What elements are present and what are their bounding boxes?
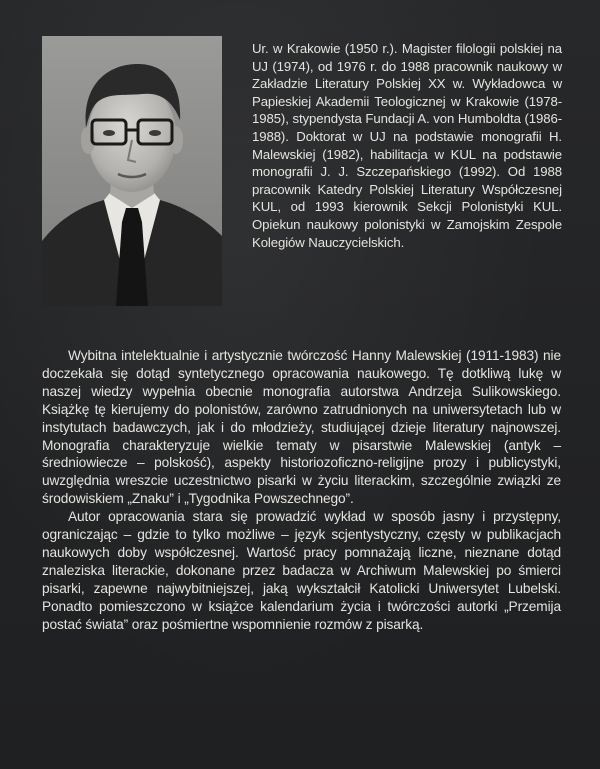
author-bio: Ur. w Krakowie (1950 r.). Magister filologii polskiej na UJ (1974), od 1976 r. do 1988 pracownik naukowy w Zakładzie Literatury Polskiej XX w. Wykładowca w Papieskiej Akademii Teologicznej w Krakowie (1978-1985), stypendysta Fundacji A. von Humboldta (1986-1988). Doktorat w UJ na podstawie monografii H. Malewskiej (1982), habilitacja w KUL na podstawie monografii J. J. Szczepańskiego (1992). Od 1988 pracownik Katedry Polskiej Literatury Współczesnej KUL, od 1993 kierownik Sekcji Polonistyki KUL. Opiekun naukowy polonistyki w Zamojskim Zespole Kolegiów Nauczycielskich. — [252, 41, 562, 250]
book-description — [42, 347, 561, 634]
author-portrait — [42, 36, 222, 306]
description-paragraph: Wybitna intelektualnie i artystycznie twórczość Hanny Malewskiej (1911-1983) nie doczekała się dotąd syntetycznego opracowania naukowego. Tę dotkliwą lukę w naszej wiedzy wypełnia obecnie monografia autorstwa Andrzeja Sulikowskiego. Książkę tę kierujemy do polonistów, zarówno zatrudnionych na uniwersytetach lub w instytutach badawczych, jak i do młodzieży, studiującej dzieje literatury najnowszej. Monografia charakteryzuje wielkie tematy w pisarstwie Malewskiej (antyk – średniowiecze – polskość), aspekty historiozoficzno-religijne prozy i publicystyki, uwzględnia wreszcie uczestnictwo pisarki w życiu literackim, szczególnie związki ze środowiskiem „Znaku” i „Tygodnika Powszechnego”. — [42, 348, 561, 507]
description-paragraph: Autor opracowania stara się prowadzić wykład w sposób jasny i przystępny, ograniczając – gdzie to tylko możliwe – język scjentystyczny, częsty w publikacjach naukowych doby współczesnej. Wartość pracy pomnażają liczne, nieznane dotąd znaleziska literackie, dokonane przez badacza w Archiwum Malewskiej po śmierci pisarki, zapewne najwybitniejszej, jaką wykształcił Katolicki Uniwersytet Lubelski. Ponadto pomieszczono w książce kalendarium życia i twórczości autorki „Przemija postać świata” oraz pośmiertne wspomnienie rozmów z pisarką. — [42, 509, 561, 632]
